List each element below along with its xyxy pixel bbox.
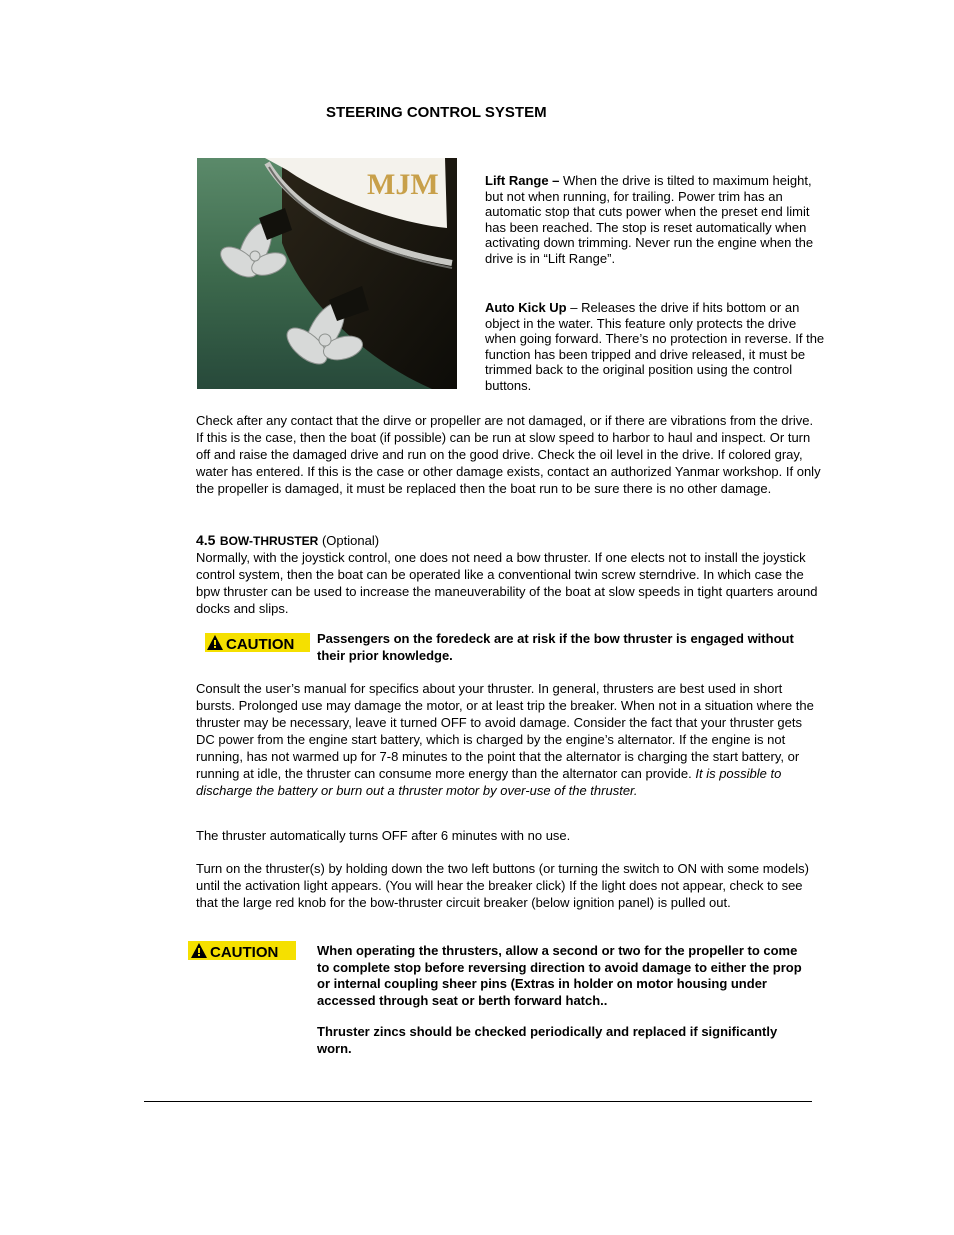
page-title: STEERING CONTROL SYSTEM xyxy=(326,104,547,121)
lift-range-paragraph xyxy=(485,173,830,267)
turn-on-paragraph: Turn on the thruster(s) by holding down the two left buttons (or turning the switch to ON with some models) until the activation light appears. (You will hear the breaker click) If the light does not appear, check to see that the large red knob for the bow-thruster circuit breaker (below ignition panel) is pulled out. xyxy=(196,861,809,910)
section-qualifier: (Optional) xyxy=(318,533,380,548)
caution-label: CAUTION xyxy=(210,944,279,960)
consult-text: Consult the user’s manual for specifics about your thruster. In general, thrusters are best used in short bursts. Prolonged use may damage the motor, or at least trip the breaker. When not in a situation where the thruster may be necessary, leave it turned OFF to avoid damage. Consider the fact that your thruster gets DC power from the engine start battery, which is charged by the engine’s alternator. If the engine is not running, has not warmed up for 7-8 minutes to the point that the alternator is charging the start battery, or running at idle, the thruster can consume more energy than the alternator can provide. xyxy=(196,681,814,781)
caution-zincs-text: Thruster zincs should be checked periodically and replaced if significantly worn. xyxy=(317,1024,778,1056)
hull-logo: MJM xyxy=(367,168,439,201)
section-title: BOW-THRUSTER xyxy=(219,534,319,548)
caution-label: CAUTION xyxy=(226,636,295,652)
check-paragraph: Check after any contact that the dirve or propeller are not damaged, or if there are vibrations from the drive. If this is the case, then the boat (if possible) can be run at slow speed to harbor to haul and inspect. Or turn off and raise the damaged drive and run on the good drive. Check the oil level in the drive. If colored gray, water has entered. If this is the case or other damage exists, contact an authorized Yanmar workshop. If only the propeller is damaged, it must be replaced then the boat run to be sure there is no other damage. xyxy=(196,413,821,496)
section-heading xyxy=(196,532,379,550)
auto-kick-up-label: Auto Kick Up xyxy=(485,300,567,315)
consult-warning: It is possible to discharge the battery or burn out a thruster motor by over-use of the thruster. xyxy=(196,766,782,798)
auto-off-paragraph: The thruster automatically turns OFF after 6 minutes with no use. xyxy=(196,828,571,843)
sterndrive-photo xyxy=(197,158,457,389)
caution-thruster-text: When operating the thrusters, allow a second or two for the propeller to come to complete stop before reversing direction to avoid damage to either the prop or internal coupling sheer pins (Extras in holder on motor housing under accessed through seat or berth forward hatch.. xyxy=(317,943,802,1008)
caution-badge xyxy=(188,941,296,960)
footer-rule xyxy=(144,1101,812,1102)
consult-paragraph xyxy=(196,680,821,799)
caution-foredeck-text: Passengers on the foredeck are at risk if the bow thruster is engaged without their prior knowledge. xyxy=(317,631,794,663)
caution-badge xyxy=(205,633,310,652)
bow-thruster-intro: Normally, with the joystick control, one does not need a bow thruster. If one elects not to install the joystick control system, then the boat can be operated like a conventional twin screw sterndrive. In which case the bpw thruster can be used to increase the maneuverability of the boat at slow speeds in tight quarters around docks and slips. xyxy=(196,550,818,616)
section-number: 4.5 xyxy=(196,532,216,548)
lift-range-text: When the drive is tilted to maximum height, but not when running, for trailing. Power trim has an automatic stop that cuts power when the preset end limit has been reached. The stop is reset automatically when activating down trimming. Never run the engine when the drive is in “Lift Range”. xyxy=(485,173,814,266)
lift-range-label: Lift Range – xyxy=(485,173,560,188)
auto-kick-up-paragraph xyxy=(485,300,830,394)
auto-kick-up-text: – Releases the drive if hits bottom or an object in the water. This feature only protects the drive when going forward. There’s no protection in reverse. If the function has been tripped and drive released, it must be trimmed back to the original position using the control buttons. xyxy=(485,300,825,393)
